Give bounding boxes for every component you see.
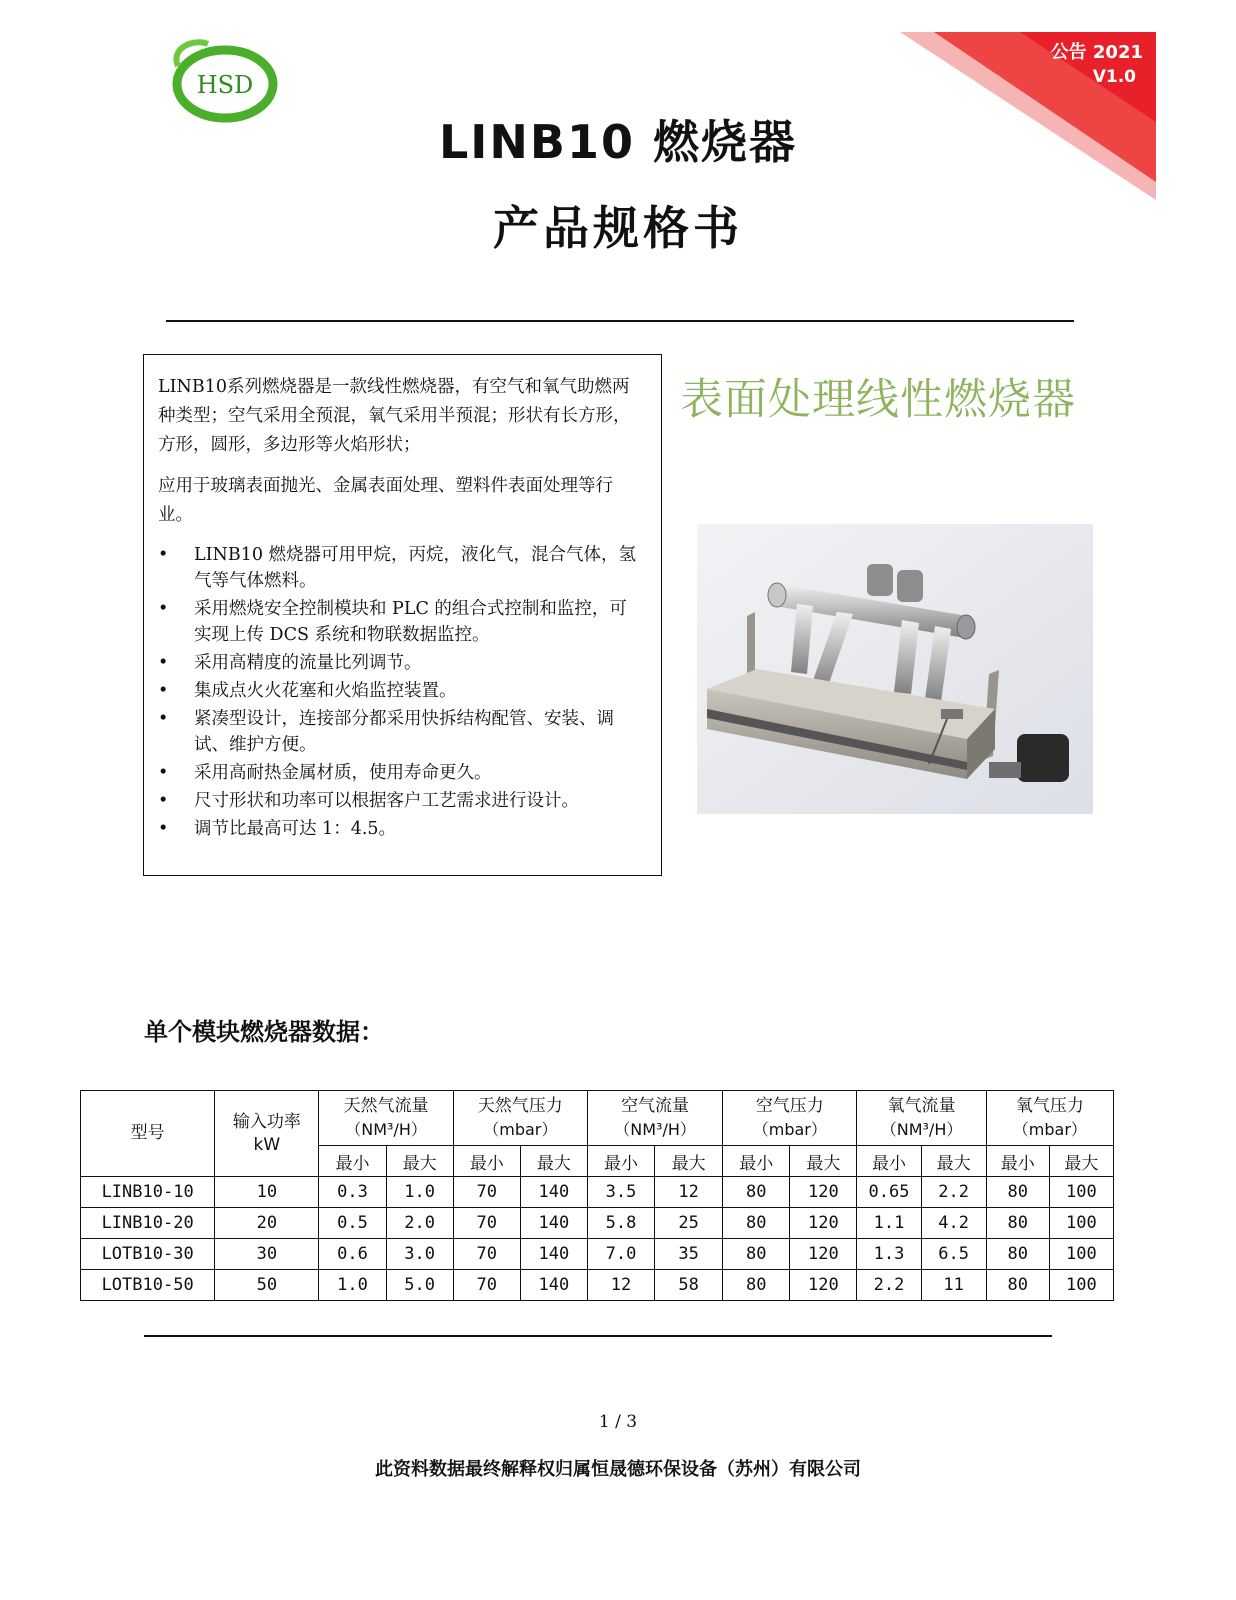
table-cell: 100 (1049, 1208, 1113, 1239)
table-cell: 5.8 (587, 1208, 654, 1239)
table-cell: 120 (790, 1208, 857, 1239)
bullet-icon: • (158, 545, 169, 565)
table-cell: LOTB10-50 (81, 1270, 215, 1301)
table-cell: 12 (655, 1177, 723, 1208)
table-cell: 140 (520, 1270, 587, 1301)
table-cell: 80 (986, 1239, 1049, 1270)
table-cell: 100 (1049, 1177, 1113, 1208)
max-header: 最大 (655, 1146, 723, 1177)
spec-table (80, 1090, 1114, 1301)
table-row (81, 1270, 1114, 1301)
bullet-icon: • (158, 653, 169, 673)
table-cell: 2.2 (857, 1270, 921, 1301)
table-header-row (81, 1091, 1114, 1146)
table-cell: 1.1 (857, 1208, 921, 1239)
page-number: 1 / 3 (598, 1412, 638, 1432)
max-header: 最大 (520, 1146, 587, 1177)
document-title: LINB10 燃烧器 (438, 115, 797, 169)
table-cell: 20 (215, 1208, 319, 1239)
feature-item: • 调节比最高可达 1：4.5。 (158, 816, 643, 842)
feature-item: • 采用高精度的流量比列调节。 (158, 650, 643, 676)
table-cell: 5.0 (386, 1270, 453, 1301)
table-cell: 70 (453, 1208, 520, 1239)
feature-item: • 紧凑型设计，连接部分都采用快拆结构配管、安装、调试、维护方便。 (158, 706, 643, 758)
section-heading: 单个模块燃烧器数据： (144, 1018, 384, 1046)
intro-paragraph: 应用于玻璃表面抛光、金属表面处理、塑料件表面处理等行业。 (158, 476, 613, 525)
column-header-group: 氧气流量 （NM³/H） (857, 1091, 986, 1146)
column-header-model: 型号 (81, 1091, 215, 1177)
min-header: 最小 (453, 1146, 520, 1177)
table-cell: 80 (986, 1177, 1049, 1208)
table-cell: 140 (520, 1208, 587, 1239)
table-cell: 1.0 (319, 1270, 386, 1301)
feature-item: • 采用燃烧安全控制模块和 PLC 的组合式控制和监控，可实现上传 DCS 系统和物联数据监控。 (158, 596, 643, 648)
top-divider (166, 320, 1074, 322)
table-cell: 30 (215, 1239, 319, 1270)
max-header: 最大 (1049, 1146, 1113, 1177)
bullet-icon: • (158, 599, 169, 619)
table-cell: 80 (986, 1208, 1049, 1239)
table-cell: 140 (520, 1239, 587, 1270)
table-cell: 140 (520, 1177, 587, 1208)
max-header: 最大 (386, 1146, 453, 1177)
bottom-divider (144, 1335, 1052, 1337)
table-cell: 25 (655, 1208, 723, 1239)
min-header: 最小 (986, 1146, 1049, 1177)
feature-item: • LINB10 燃烧器可用甲烷，丙烷，液化气，混合气体，氢气等气体燃料。 (158, 542, 643, 594)
bullet-icon: • (158, 763, 169, 783)
column-header-group: 天然气流量 （NM³/H） (319, 1091, 453, 1146)
table-row (81, 1177, 1114, 1208)
table-cell: LINB10-10 (81, 1177, 215, 1208)
table-cell: LINB10-20 (81, 1208, 215, 1239)
table-cell: 2.2 (921, 1177, 986, 1208)
table-cell: 3.5 (587, 1177, 654, 1208)
column-header-group: 天然气压力 （mbar） (453, 1091, 587, 1146)
table-cell: 50 (215, 1270, 319, 1301)
table-cell: 80 (723, 1270, 790, 1301)
max-header: 最大 (921, 1146, 986, 1177)
notice-label: 公告 2021 (1050, 42, 1143, 63)
table-cell: LOTB10-30 (81, 1239, 215, 1270)
table-cell: 35 (655, 1239, 723, 1270)
table-cell: 0.6 (319, 1239, 386, 1270)
intro-box (143, 354, 662, 876)
table-body (81, 1177, 1114, 1301)
table-cell: 70 (453, 1270, 520, 1301)
table-cell: 10 (215, 1177, 319, 1208)
table-cell: 3.0 (386, 1239, 453, 1270)
table-cell: 7.0 (587, 1239, 654, 1270)
svg-text:HSD: HSD (196, 71, 254, 99)
product-heading: 表面处理线性燃烧器 (680, 375, 1076, 425)
min-header: 最小 (319, 1146, 386, 1177)
feature-item: • 尺寸形状和功率可以根据客户工艺需求进行设计。 (158, 788, 643, 814)
bullet-icon: • (158, 681, 169, 701)
min-header: 最小 (587, 1146, 654, 1177)
table-cell: 0.3 (319, 1177, 386, 1208)
table-cell: 80 (723, 1208, 790, 1239)
table-cell: 80 (723, 1177, 790, 1208)
version-label: V1.0 (1092, 67, 1136, 87)
min-header: 最小 (857, 1146, 921, 1177)
table-cell: 58 (655, 1270, 723, 1301)
max-header: 最大 (790, 1146, 857, 1177)
intro-paragraph: LINB10系列燃烧器是一款线性燃烧器，有空气和氧气助燃两种类型；空气采用全预混，氧气采用半预混；形状有长方形，方形，圆形，多边形等火焰形状； (158, 377, 631, 455)
bullet-icon: • (158, 819, 169, 839)
bullet-icon: • (158, 709, 169, 729)
burner-illustration (697, 524, 1093, 814)
table-cell: 100 (1049, 1270, 1113, 1301)
footer-text: 此资料数据最终解释权归属恒晟德环保设备（苏州）有限公司 (375, 1459, 861, 1480)
document-subtitle: 产品规格书 (493, 201, 743, 255)
table-cell: 120 (790, 1270, 857, 1301)
feature-item: • 集成点火火花塞和火焰监控装置。 (158, 678, 643, 704)
table-row (81, 1239, 1114, 1270)
table-cell: 100 (1049, 1239, 1113, 1270)
table-cell: 80 (723, 1239, 790, 1270)
table-cell: 12 (587, 1270, 654, 1301)
feature-list (158, 542, 643, 842)
feature-item: • 采用高耐热金属材质，使用寿命更久。 (158, 760, 643, 786)
table-cell: 2.0 (386, 1208, 453, 1239)
table-cell: 4.2 (921, 1208, 986, 1239)
table-cell: 70 (453, 1239, 520, 1270)
table-cell: 1.3 (857, 1239, 921, 1270)
table-cell: 1.0 (386, 1177, 453, 1208)
table-cell: 80 (986, 1270, 1049, 1301)
column-header-group: 空气压力 （mbar） (723, 1091, 857, 1146)
table-cell: 70 (453, 1177, 520, 1208)
table-cell: 120 (790, 1177, 857, 1208)
column-header-group: 空气流量 （NM³/H） (587, 1091, 722, 1146)
table-cell: 0.65 (857, 1177, 921, 1208)
table-cell: 11 (921, 1270, 986, 1301)
bullet-icon: • (158, 791, 169, 811)
min-header: 最小 (723, 1146, 790, 1177)
table-row (81, 1208, 1114, 1239)
column-header-group: 氧气压力 （mbar） (986, 1091, 1113, 1146)
table-cell: 120 (790, 1239, 857, 1270)
table-cell: 0.5 (319, 1208, 386, 1239)
table-cell: 6.5 (921, 1239, 986, 1270)
column-header-power: 输入功率 kW (215, 1091, 319, 1177)
